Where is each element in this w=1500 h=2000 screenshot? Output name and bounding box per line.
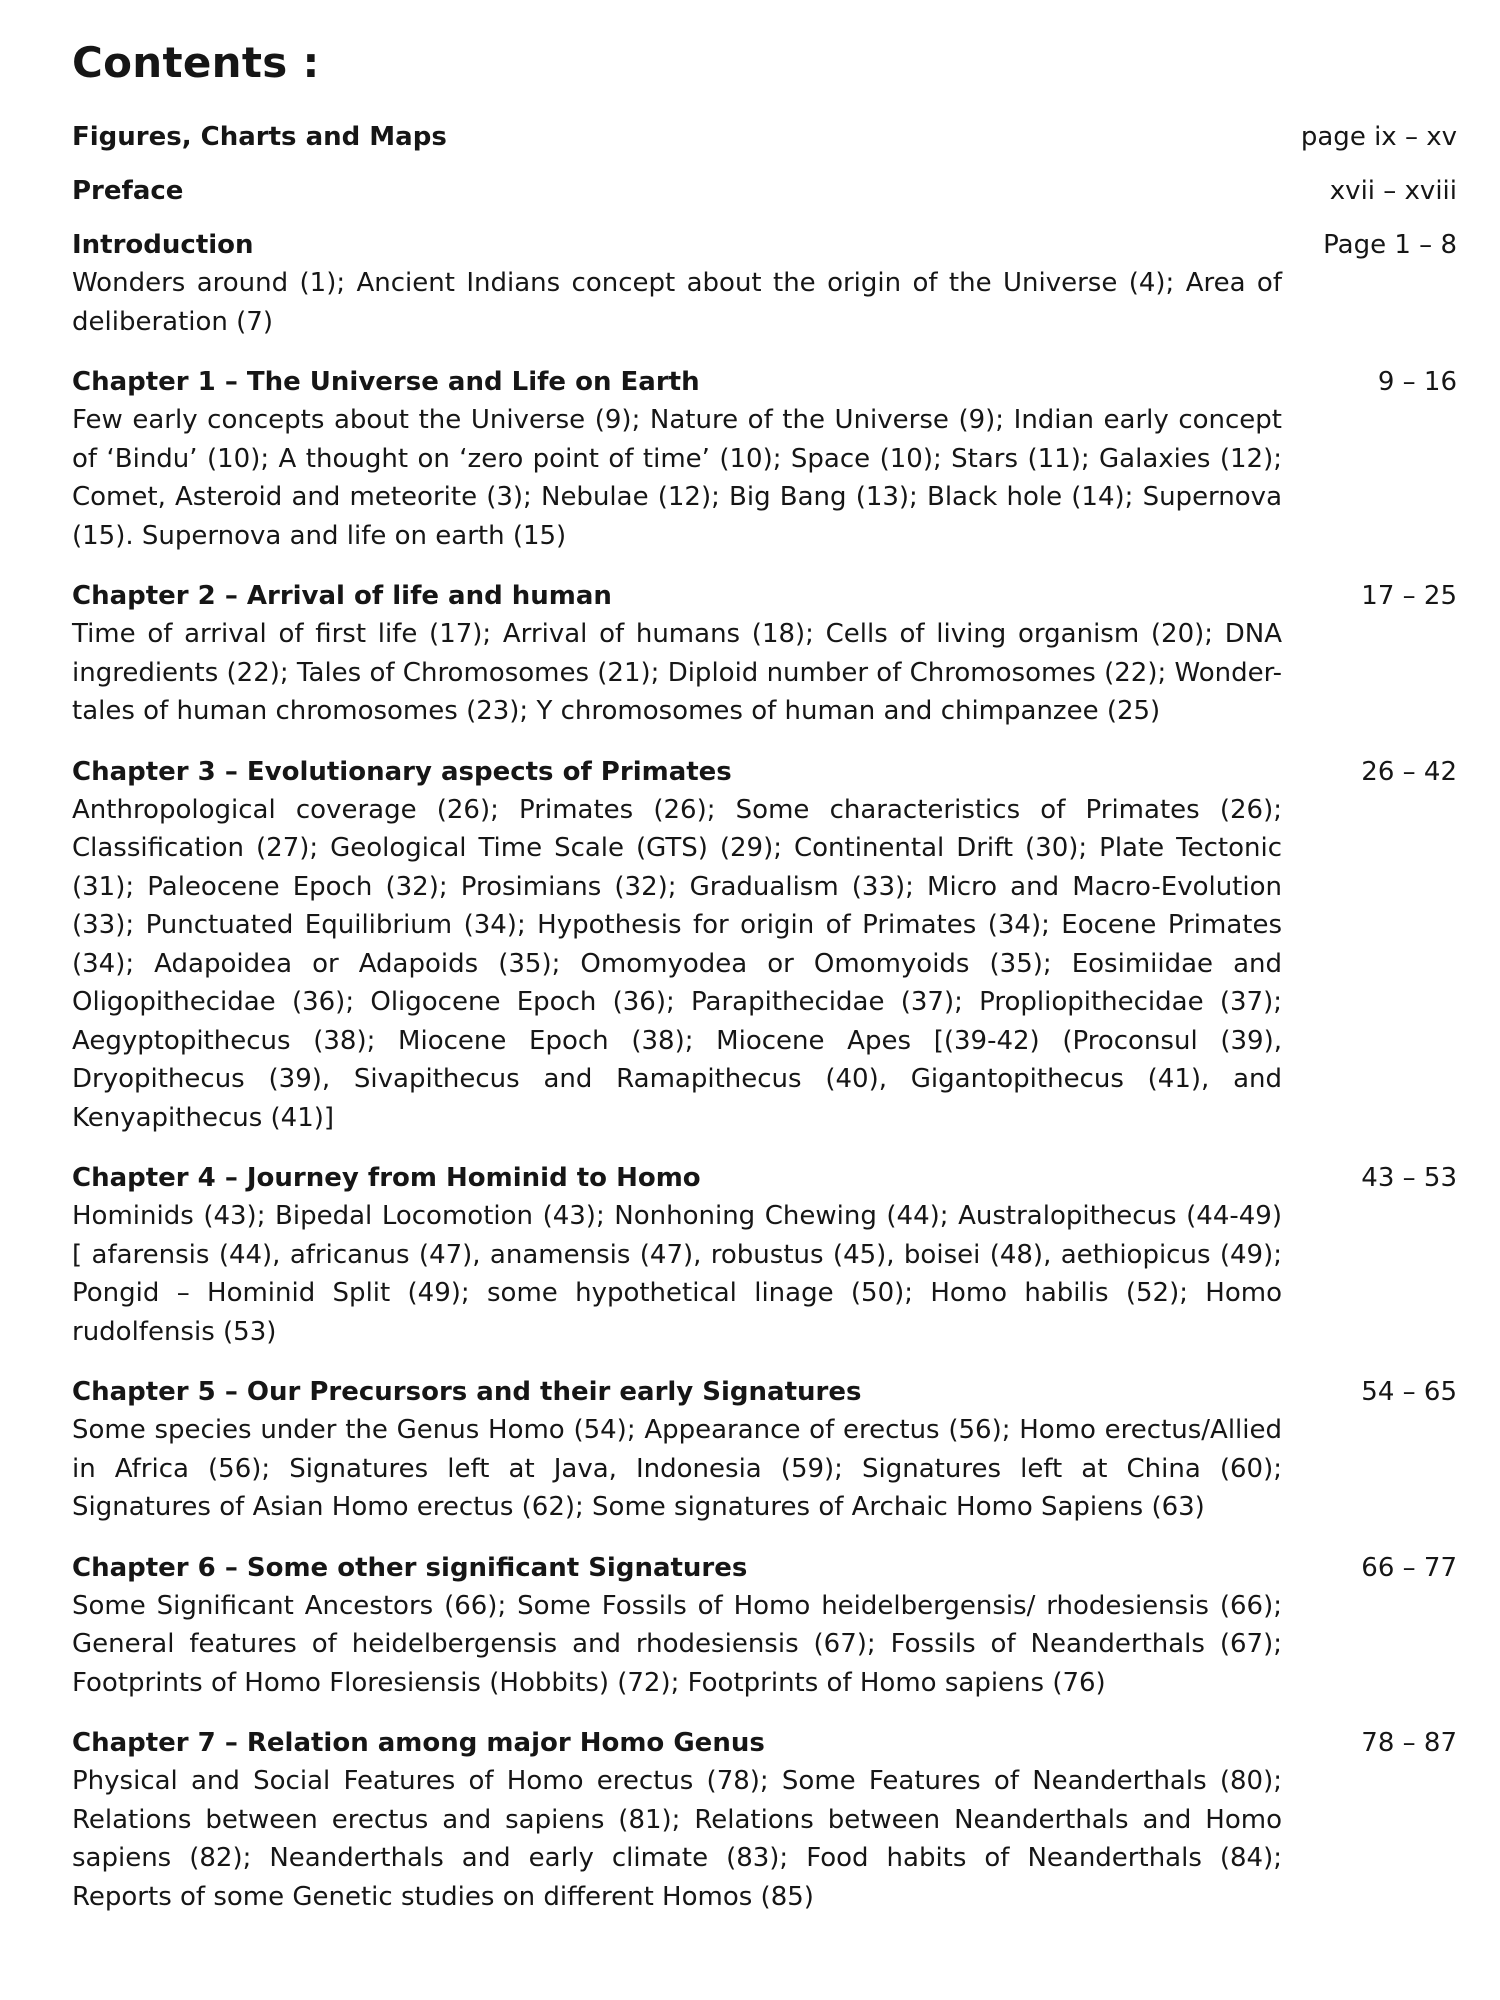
entry-title: Chapter 3 – Evolutionary aspects of Primates [72,756,732,787]
toc-entry-introduction[interactable] [72,226,1457,341]
entry-pages: 17 – 25 [1361,581,1457,611]
toc-entry-chapter-7[interactable] [72,1724,1457,1916]
entry-pages: 66 – 77 [1361,1552,1457,1583]
entry-title: Chapter 6 – Some other significant Signatures [72,1552,748,1583]
toc-entry-chapter-5[interactable] [72,1373,1457,1527]
entry-pages: page ix – xv [1300,122,1457,152]
entry-title: Chapter 1 – The Universe and Life on Earth [72,367,700,397]
entry-title: Chapter 4 – Journey from Hominid to Homo [72,1163,701,1193]
toc-entry-chapter-4[interactable] [72,1159,1457,1351]
page-title: Contents : [72,38,320,87]
entry-title: Figures, Charts and Maps [72,122,447,152]
toc-entry-chapter-6[interactable] [72,1549,1457,1703]
toc-entry-chapter-2[interactable] [72,577,1457,731]
toc-entry-chapter-1[interactable] [72,363,1457,555]
entry-description: Time of arrival of first life (17); Arrival of humans (18); Cells of living organism (20); DNA ingredients (22); Tales of Chromosomes (21); Diploid number of Chromosomes (22); Wonder-tales of human chromosomes (23); Y chromosomes of human and chimpanzee (25) [72,619,1282,726]
entry-pages: 54 – 65 [1361,1377,1457,1407]
entry-description: Some Significant Ancestors (66); Some Fossils of Homo heidelbergensis/ rhodesiensis (66); General features of heidelbergensis and rhodesiensis (67); Fossils of Neanderthals (67); Footprints of Homo Floresiensis (Hobbits) (72); Footprints of Homo sapiens (76) [72,1590,1282,1698]
toc-list [72,118,1457,1938]
entry-description: Physical and Social Features of Homo erectus (78); Some Features of Neanderthals (80); Relations between erectus and sapiens (81); Relations between Neanderthals and Homo sapiens (82); Neanderthals and early climate (83); Food habits of Neanderthals (84); Reports of some Genetic studies on different Homos (85) [72,1766,1282,1912]
toc-entry-chapter-3[interactable] [72,753,1457,1138]
entry-pages: 43 – 53 [1361,1163,1457,1193]
entry-title: Chapter 2 – Arrival of life and human [72,581,612,611]
entry-pages: 9 – 16 [1377,367,1457,397]
entry-pages: xvii – xviii [1329,176,1457,206]
toc-entry-figures[interactable] [72,118,1457,156]
entry-description: Some species under the Genus Homo (54); Appearance of erectus (56); Homo erectus/Allied in Africa (56); Signatures left at Java, Indonesia (59); Signatures left at China (60); Signatures of Asian Homo erectus (62); Some signatures of Archaic Homo Sapiens (63) [72,1415,1282,1522]
entry-title: Introduction [72,230,254,260]
toc-entry-preface[interactable] [72,172,1457,210]
entry-pages: 78 – 87 [1361,1728,1457,1758]
entry-description: Wonders around (1); Ancient Indians concept about the origin of the Universe (4); Area of deliberation (7) [72,268,1282,337]
entry-description: Anthropological coverage (26); Primates (26); Some characteristics of Primates (26); Classification (27); Geological Time Scale (GTS) (29); Continental Drift (30); Plate Tectonic (31); Paleocene Epoch (32); Prosimians (32); Gradualism (33); Micro and Macro-Evolution (33); Punctuated Equilibrium (34); Hypothesis for origin of Primates (34); Eocene Primates (34); Adapoidea or Adapoids (35); Omomyodea or Omomyoids (35); Eosimiidae and Oligopithecidae (36); Oligocene Epoch (36); Parapithecidae (37); Propliopithecidae (37); Aegyptopithecus (38); Miocene Epoch (38); Miocene Apes [(39-42) (Proconsul (39), Dryopithecus (39), Sivapithecus and Ramapithecus (40), Gigantopithecus (41), and Kenyapithecus (41)] [72,794,1282,1133]
entry-pages: Page 1 – 8 [1323,230,1457,260]
entry-title: Chapter 7 – Relation among major Homo Genus [72,1728,765,1758]
entry-description: Few early concepts about the Universe (9); Nature of the Universe (9); Indian early concept of ‘Bindu’ (10); A thought on ‘zero point of time’ (10); Space (10); Stars (11); Galaxies (12); Comet, Asteroid and meteorite (3); Nebulae (12); Big Bang (13); Black hole (14); Supernova (15). Supernova and life on earth (15) [72,405,1282,551]
entry-title: Chapter 5 – Our Precursors and their early Signatures [72,1377,862,1407]
entry-description: Hominids (43); Bipedal Locomotion (43); Nonhoning Chewing (44); Australopithecus (44-49) [ afarensis (44), africanus (47), anamensis (47), robustus (45), boisei (48), aethiopicus (49); Pongid – Hominid Split (49); some hypothetical linage (50); Homo habilis (52); Homo rudolfensis (53) [72,1201,1282,1347]
entry-title: Preface [72,176,184,206]
entry-pages: 26 – 42 [1361,756,1457,787]
